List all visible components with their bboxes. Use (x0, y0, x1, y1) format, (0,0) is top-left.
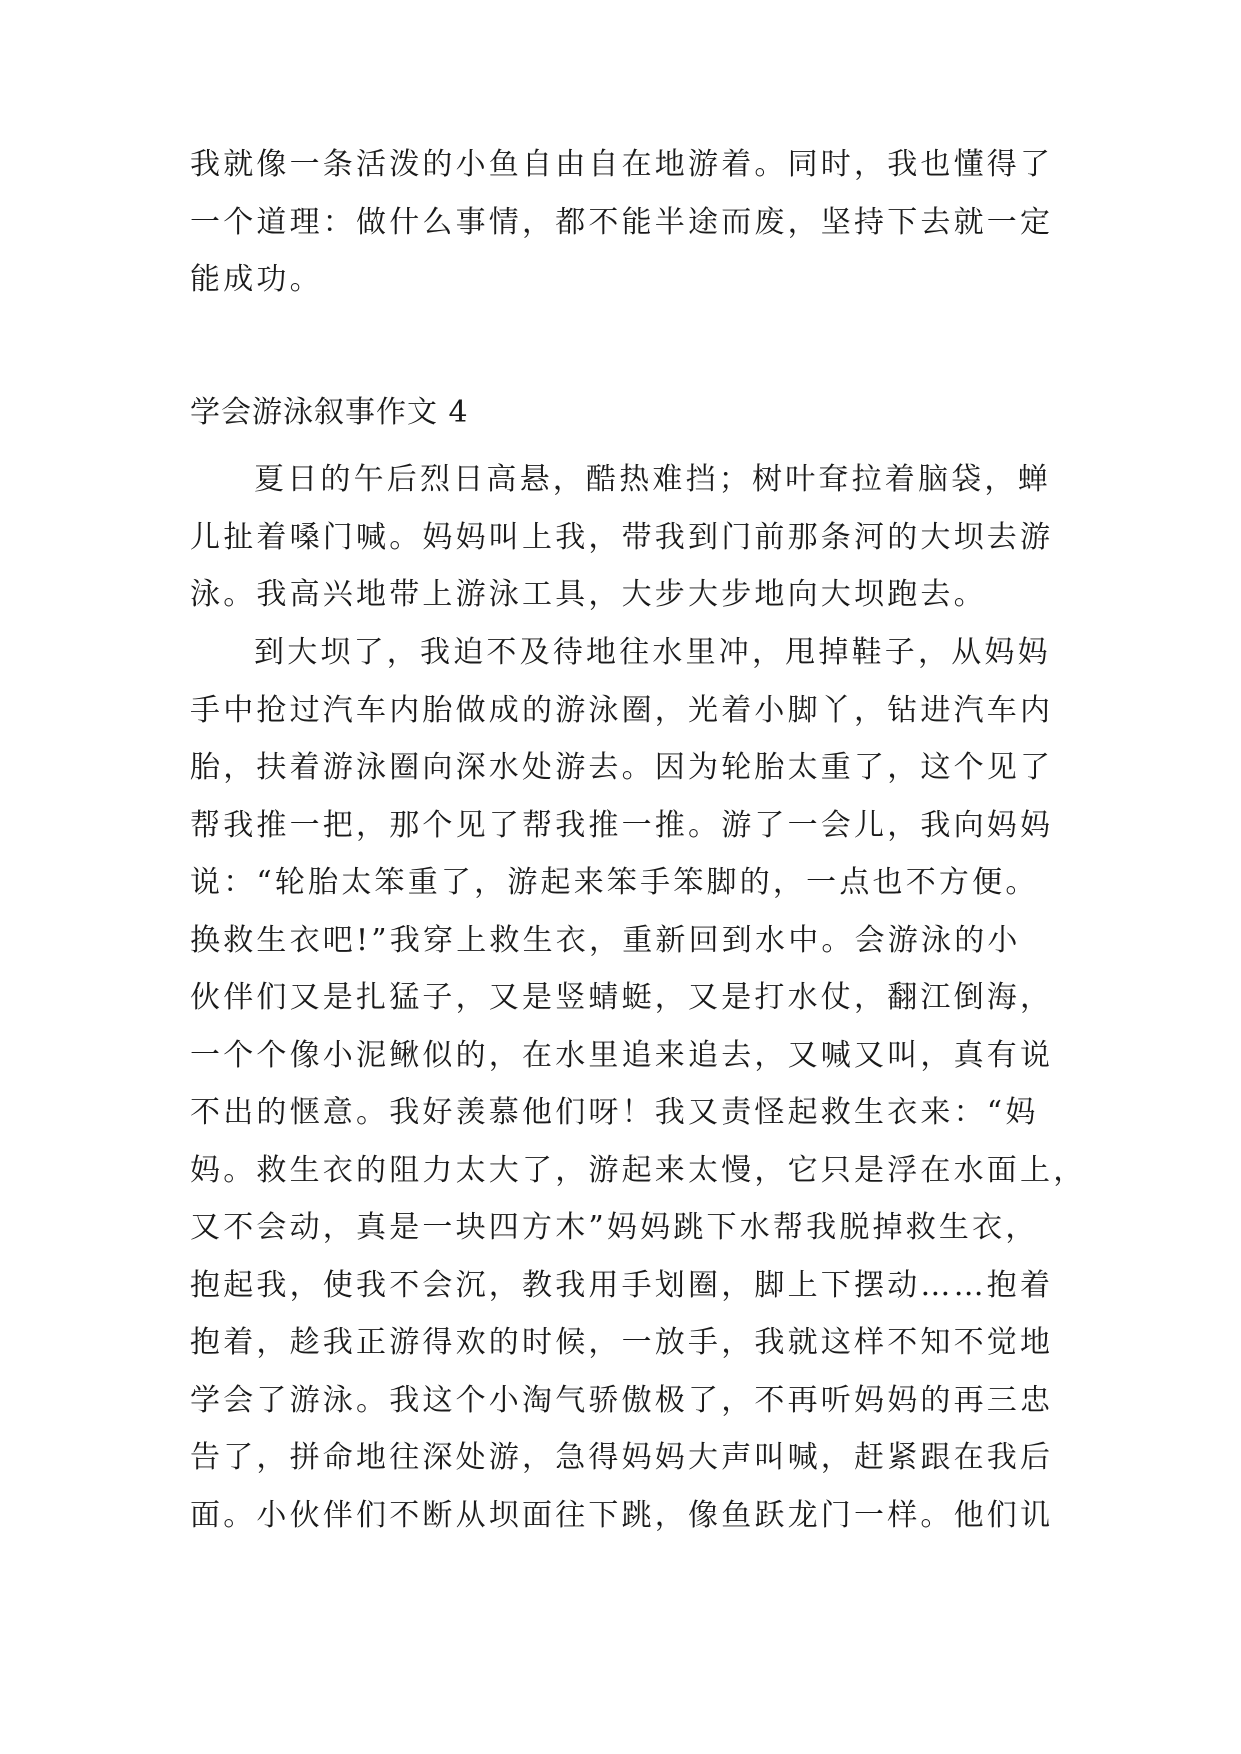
text-line: 帮我推一把，那个见了帮我推一推。游了一会儿，我向妈妈 (190, 807, 1054, 843)
text-line: 告了，拼命地往深处游，急得妈妈大声叫喊，赶紧跟在我后 (190, 1440, 1054, 1475)
text-line: 学会了游泳。我这个小淘气骄傲极了，不再听妈妈的再三忠 (190, 1382, 1054, 1418)
text-line: 伙伴们又是扎猛子，又是竖蜻蜓，又是打水仗，翻江倒海， (190, 980, 1054, 1015)
paragraph-at-the-dam (190, 624, 1087, 1544)
text-line: 夏日的午后烈日高悬，酷热难挡；树叶耷拉着脑袋，蝉 (254, 462, 1051, 497)
text-line: 儿扯着嗓门喊。妈妈叫上我，带我到门前那条河的大坝去游 (190, 519, 1054, 555)
text-line: 换救生衣吧!”我穿上救生衣，重新回到水中。会游泳的小 (190, 922, 1021, 958)
text-line: 泳。我高兴地带上游泳工具，大步大步地向大坝跑去。 (190, 577, 987, 612)
text-line: 又不会动，真是一块四方木”妈妈跳下水帮我脱掉救生衣， (190, 1210, 1039, 1245)
paragraph-summer-afternoon (190, 451, 1054, 624)
text-line: 不出的惬意。我好羡慕他们呀！我又责怪起救生衣来：“妈 (190, 1095, 1039, 1130)
text-line: 胎，扶着游泳圈向深水处游去。因为轮胎太重了，这个见了 (190, 750, 1054, 785)
text-line: 说：“轮胎太笨重了，游起来笨手笨脚的，一点也不方便。 (190, 865, 1039, 900)
text-line: 一个个像小泥鳅似的，在水里追来追去，又喊又叫，真有说 (190, 1037, 1054, 1073)
text-line: 我就像一条活泼的小鱼自由自在地游着。同时，我也懂得了 (190, 147, 1054, 182)
text-line: 抱着，趁我正游得欢的时候，一放手，我就这样不知不觉地 (190, 1325, 1054, 1360)
text-line: 妈。救生衣的阻力太大了，游起来太慢，它只是浮在水面上， (190, 1152, 1087, 1188)
text-line: 抱起我，使我不会沉，教我用手划圈，脚上下摆动……抱着 (190, 1267, 1054, 1303)
continuation-paragraph (190, 136, 1054, 309)
text-line: 手中抢过汽车内胎做成的游泳圈，光着小脚丫，钻进汽车内 (190, 692, 1054, 728)
text-line: 一个道理：做什么事情，都不能半途而废，坚持下去就一定 (190, 204, 1054, 240)
section-title: 学会游泳叙事作文 4 (190, 395, 469, 430)
text-line: 面。小伙伴们不断从坝面往下跳，像鱼跃龙门一样。他们讥 (190, 1497, 1054, 1533)
text-line: 能成功。 (190, 262, 323, 297)
text-line: 到大坝了，我迫不及待地往水里冲，甩掉鞋子，从妈妈 (254, 635, 1051, 670)
